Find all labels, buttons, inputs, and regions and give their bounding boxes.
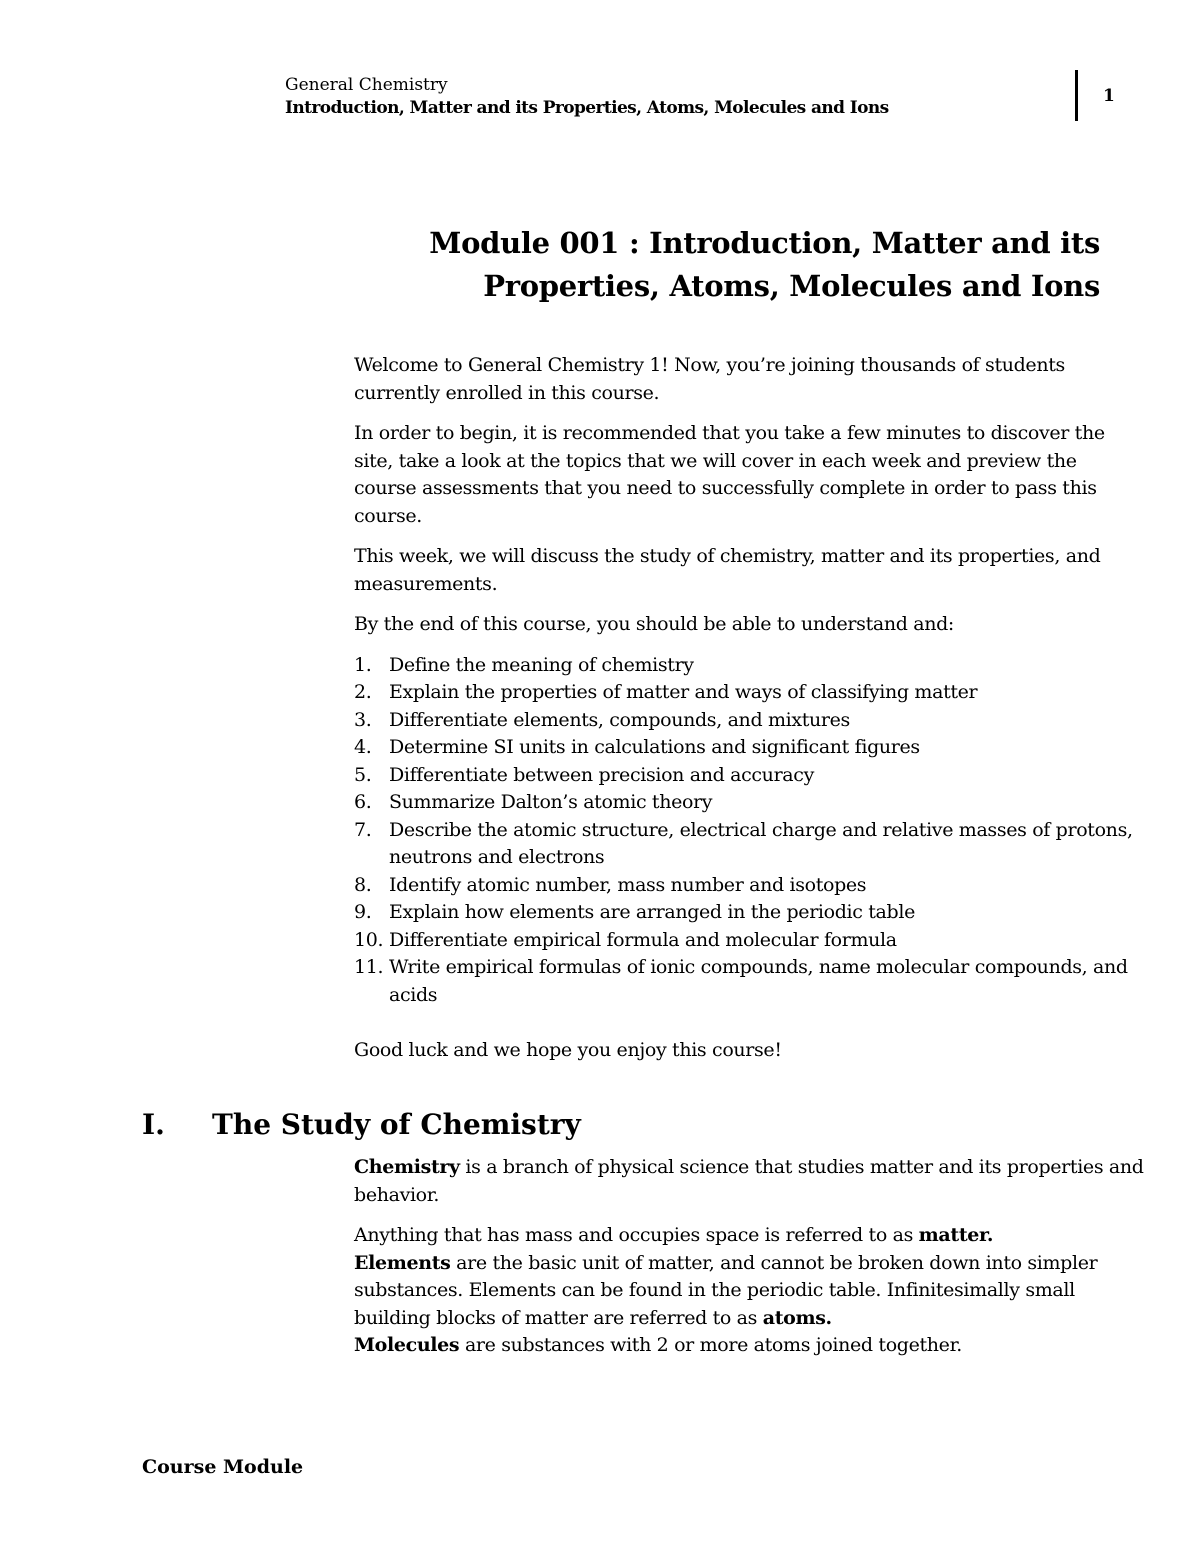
list-item — [354, 707, 1144, 735]
list-item-text: Explain how elements are arranged in the periodic table — [389, 901, 915, 923]
intro-paragraph-4: By the end of this course, you should be able to understand and: — [354, 613, 954, 635]
paragraph-text: are the basic unit of matter, and cannot be broken down into simpler substances. Elements can be found in the periodic table. Infinitesimally small building blocks of matter are referred to as — [354, 1251, 1098, 1329]
list-item-text: Summarize Dalton’s atomic theory — [389, 791, 713, 813]
section-number: I. — [142, 1108, 165, 1141]
header-course-name: General Chemistry — [285, 75, 448, 95]
list-item-number: 5. — [354, 763, 372, 786]
list-item-text: Describe the atomic structure, electrical charge and relative masses of protons, neutrons and electrons — [389, 818, 1133, 868]
list-item — [354, 652, 1144, 680]
objectives-list — [354, 652, 1144, 1010]
list-item-number: 10. — [354, 928, 384, 951]
list-item-text: Differentiate empirical formula and molecular formula — [389, 928, 897, 951]
list-item — [354, 762, 1144, 790]
intro-paragraph-1: Welcome to General Chemistry 1! Now, you’re joining thousands of students currently enrolled in this course. — [354, 354, 1065, 404]
list-item-number: 11. — [354, 956, 384, 978]
list-item-text: Identify atomic number, mass number and isotopes — [389, 873, 867, 896]
intro-section — [354, 352, 1144, 1078]
page-footer: Course Module — [142, 1456, 304, 1478]
page-header — [285, 74, 889, 120]
list-item-number: 7. — [354, 818, 372, 841]
list-item-number: 2. — [354, 681, 372, 703]
list-item-text: Determine SI units in calculations and significant figures — [389, 736, 920, 758]
list-item-number: 4. — [354, 736, 372, 758]
section-heading — [142, 1105, 581, 1145]
list-item — [354, 734, 1144, 762]
section-paragraph-1 — [354, 1154, 1144, 1209]
list-item-number: 9. — [354, 901, 372, 923]
list-item-text: Define the meaning of chemistry — [389, 653, 694, 676]
list-item-number: 8. — [354, 873, 372, 896]
list-item-text: Write empirical formulas of ionic compounds, name molecular compounds, and acids — [389, 956, 1128, 1006]
intro-paragraph-2: In order to begin, it is recommended that you take a few minutes to discover the site, take a look at the topics that we will cover in each week and preview the course assessments that you need to successfully complete in order to pass this course. — [354, 422, 1105, 527]
list-item-number: 1. — [354, 653, 372, 676]
list-item-text: Differentiate between precision and accuracy — [389, 763, 814, 786]
list-item — [354, 789, 1144, 817]
term-chemistry: Chemistry — [354, 1156, 460, 1178]
list-item — [354, 899, 1144, 927]
module-title — [340, 222, 1100, 308]
paragraph-text: is a branch of physical science that studies matter and its properties and behavior. — [354, 1156, 1144, 1206]
list-item-text: Explain the properties of matter and ways of classifying matter — [389, 681, 978, 703]
list-item — [354, 817, 1144, 872]
term-atoms: atoms. — [762, 1306, 832, 1329]
term-molecules: Molecules — [354, 1334, 460, 1356]
term-matter: matter. — [918, 1224, 994, 1246]
header-divider — [1075, 70, 1078, 121]
list-item — [354, 954, 1144, 1009]
header-subtitle: Introduction, Matter and its Properties, Atoms, Molecules and Ions — [285, 98, 889, 118]
list-item — [354, 679, 1144, 707]
intro-paragraph-3: This week, we will discuss the study of chemistry, matter and its properties, and measurements. — [354, 545, 1101, 595]
list-item — [354, 927, 1144, 955]
list-item-number: 6. — [354, 791, 372, 813]
page-number: 1 — [1103, 86, 1115, 106]
list-item-number: 3. — [354, 708, 372, 731]
list-item-text: Differentiate elements, compounds, and mixtures — [389, 708, 850, 731]
closing-text: Good luck and we hope you enjoy this course! — [354, 1039, 782, 1061]
paragraph-text: Anything that has mass and occupies space is referred to as — [354, 1224, 919, 1246]
section-paragraph-2 — [354, 1222, 1144, 1360]
section-title: The Study of Chemistry — [212, 1108, 581, 1141]
paragraph-text: are substances with 2 or more atoms joined together. — [459, 1334, 962, 1356]
module-title-line-2: Properties, Atoms, Molecules and Ions — [483, 269, 1100, 303]
list-item — [354, 872, 1144, 900]
term-elements: Elements — [354, 1251, 451, 1274]
section-body — [354, 1154, 1144, 1373]
module-title-line-1: Module 001 : Introduction, Matter and its — [429, 226, 1100, 260]
